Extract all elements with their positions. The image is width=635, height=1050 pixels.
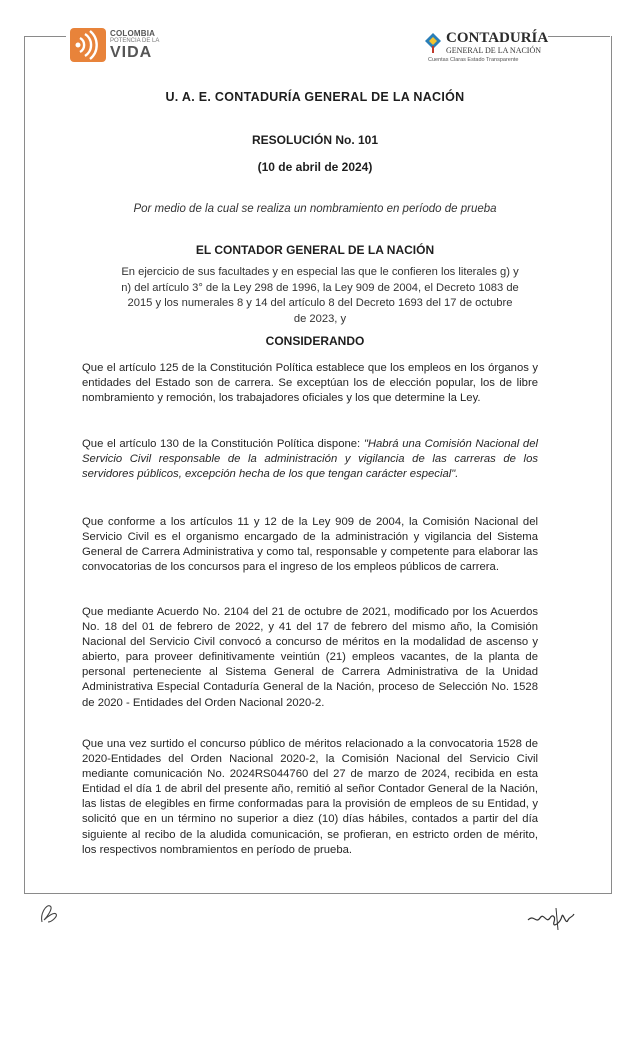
initials-signature-right xyxy=(526,904,576,934)
contaduria-logo xyxy=(424,30,554,66)
logo-right-line1: CONTADURÍA xyxy=(446,30,549,46)
colombia-potencia-de-la-vida-logo xyxy=(70,28,170,64)
colombia-vida-logo-icon xyxy=(70,28,106,62)
logo-right-line2: GENERAL DE LA NACIÓN xyxy=(446,46,542,55)
considerando-paragraph-3: Que conforme a los artículos 11 y 12 de la Ley 909 de 2004, la Comisión Nacional del Servicio Civil es el organismo encargado de la administración y vigilancia del Sistema General de Carrera Administrativa y como tal, responsable y competente para elaborar las convocatorias de los concursos para el ingreso de los empleos públicos de carrera. xyxy=(82,516,538,574)
considerando-paragraph-5: Que una vez surtido el concurso público de méritos relacionado a la convocatoria 1528 de 2020-Entidades del Orden Nacional 2020-2, la Comisión Nacional del Servicio Civil mediante comunicación No. 2024RS044760 del 27 de marzo de 2024, recibida en esta Entidad el día 1 de abril del presente año, remitió al señor Contador General de la Nación, las listas de elegibles en firme conformadas para la provisión de empleos de su Entidad, y solicitó que en un término no superior a diez (10) días hábiles, contados a partir del día siguiente al recibo de la aludida comunicación, se profieran, en estricto orden de mérito, los respectivos nombramientos en período de prueba. xyxy=(82,738,538,856)
legal-powers-paragraph: En ejercicio de sus facultades y en especial las que le confieren los literales g) y n) del artículo 3° de la Ley 298 de 1996, la Ley 909 de 2004, el Decreto 1083 de 2015 y los numerales 8 y 14 del artículo 8 del Decreto 1693 del 17 de octubre de 2023, y xyxy=(121,266,519,325)
logo-left-line1: COLOMBIA xyxy=(110,29,156,38)
paragraph-2-quote: "Habrá una Comisión Nacional del Servicio Civil responsable de la administración y vigilancia de las carreras de los servidores públicos, excepción hecha de los que tengan carácter especial". xyxy=(82,438,538,481)
resolution-date: (10 de abril de 2024) xyxy=(257,160,373,174)
logo-left-line2: POTENCIA DE LA xyxy=(110,38,160,44)
considerando-paragraph-2 xyxy=(82,437,538,482)
entity-heading: U. A. E. CONTADURÍA GENERAL DE LA NACIÓN xyxy=(165,90,465,104)
paragraph-2-intro: Que el artículo 130 de la Constitución Política dispone: xyxy=(82,438,364,450)
issuer-heading: EL CONTADOR GENERAL DE LA NACIÓN xyxy=(195,243,435,257)
resolution-number: RESOLUCIÓN No. 101 xyxy=(251,133,379,147)
logo-left-line3: VIDA xyxy=(110,44,153,61)
considerando-paragraph-4: Que mediante Acuerdo No. 2104 del 21 de octubre de 2021, modificado por los Acuerdos No. 18 del 01 de febrero de 2022, y 41 del 17 de febrero del mismo año, la Comisión Nacional del Servicio Civil convocó a concurso de méritos en la modalidad de ascenso y abierto, para proveer definitivamente veintiún (21) empleos vacantes, de la planta de personal perteneciente al Sistema General de Carrera Administrativa de la Unidad Administrativa Especial Contaduría General de la Nación, proceso de Selección No. 1528 de 2020 - Entidades del Orden Nacional 2020-2. xyxy=(82,606,538,709)
considerando-heading: CONSIDERANDO xyxy=(265,334,365,348)
considerando-paragraph-1: Que el artículo 125 de la Constitución Política establece que los empleos en los órganos y entidades del Estado son de carrera. Se exceptúan los de elección popular, los de libre nombramiento y remoción, los trabajadores oficiales y los que determine la Ley. xyxy=(82,362,538,405)
resolution-subject: Por medio de la cual se realiza un nombramiento en período de prueba xyxy=(133,203,497,215)
contaduria-emblem-icon xyxy=(424,32,442,54)
logo-right-slogan: Cuentas Claras Estado Transparente xyxy=(428,57,519,63)
initials-signature-left xyxy=(36,898,66,928)
